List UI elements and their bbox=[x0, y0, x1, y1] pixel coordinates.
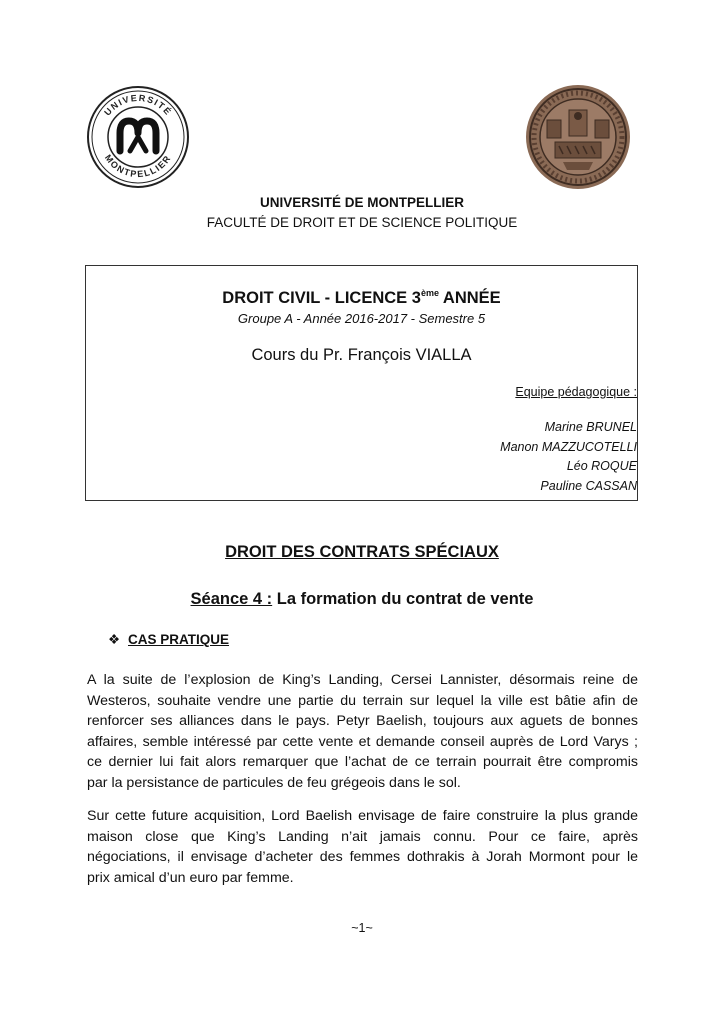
faculty-name: FACULTÉ DE DROIT ET DE SCIENCE POLITIQUE bbox=[206, 215, 518, 230]
cas-pratique-heading bbox=[108, 632, 229, 648]
paragraph-2 bbox=[87, 806, 638, 888]
paragraph-line: A la suite de l’explosion de King’s Landing, Cersei Lannister, désormais reine de bbox=[87, 672, 638, 688]
logo-text-top: UNIVERSITÉ bbox=[102, 92, 174, 118]
paragraph-line: prix amical d’un euro par femme. bbox=[87, 869, 294, 886]
professor-line: Cours du Pr. François VIALLA bbox=[251, 346, 472, 364]
team-member: Léo ROQUE bbox=[566, 459, 637, 473]
logo-text-bottom: MONTPELLIER bbox=[102, 152, 174, 180]
paragraph-line: renforcer ses alliances dans le pays. Petyr Baelish, toujours aux aguets de bonnes bbox=[87, 713, 638, 729]
paragraph-line: par la persistance de particules de feu grégeois dans le sol. bbox=[87, 774, 461, 791]
university-header bbox=[0, 193, 724, 233]
seance-title: La formation du contrat de vente bbox=[272, 590, 534, 608]
team-label: Equipe pédagogique : bbox=[515, 385, 637, 399]
seance-label: Séance 4 : bbox=[190, 590, 273, 608]
historical-seal-logo bbox=[525, 84, 631, 190]
course-info-box bbox=[85, 265, 638, 501]
university-name: UNIVERSITÉ DE MONTPELLIER bbox=[259, 195, 465, 210]
page-number: ~1~ bbox=[351, 921, 373, 935]
cas-pratique-label: CAS PRATIQUE bbox=[128, 632, 230, 647]
course-title-main: DROIT CIVIL - LICENCE 3 bbox=[222, 289, 421, 307]
main-title: DROIT DES CONTRATS SPÉCIAUX bbox=[225, 543, 499, 561]
team-list bbox=[500, 418, 637, 496]
paragraph-line: maison close que King’s Landing n’ait jamais connu. Pour ce faire, après bbox=[87, 828, 638, 845]
paragraph-line: Westeros, souhaite vendre une partie du terrain sur lequel la ville est bâtie afin de bbox=[87, 692, 638, 709]
paragraph-line: affaires, semble intéressé par cette vente et demande conseil auprès de Lord Varys ; bbox=[87, 733, 638, 750]
course-subtitle: Groupe A - Année 2016-2017 - Semestre 5 bbox=[237, 311, 486, 326]
svg-text:MONTPELLIER bbox=[103, 153, 173, 179]
paragraph-1 bbox=[87, 670, 638, 793]
team-member: Marine BRUNEL bbox=[544, 420, 637, 434]
course-title bbox=[86, 288, 637, 308]
paragraph-line: négociations, il envisage d’acheter des femmes dothrakis à Jorah Mormont pour le bbox=[87, 849, 638, 865]
course-title-superscript: ème bbox=[420, 288, 439, 298]
team-member: Pauline CASSAN bbox=[540, 478, 637, 493]
course-title-end: ANNÉE bbox=[438, 289, 501, 307]
seance-heading bbox=[0, 590, 724, 609]
diamond-bullet-icon: ❖ bbox=[108, 632, 121, 647]
university-montpellier-logo bbox=[86, 85, 190, 189]
team-member: Manon MAZZUCOTELLI bbox=[500, 439, 637, 454]
svg-text:UNIVERSITÉ bbox=[102, 93, 173, 118]
paragraph-line: ce dernier lui fait alors remarquer que l’achat de ce terrain pourrait être compromis bbox=[87, 754, 638, 770]
paragraph-line: Sur cette future acquisition, Lord Baelish envisage de faire construire la plus grande bbox=[87, 808, 638, 824]
